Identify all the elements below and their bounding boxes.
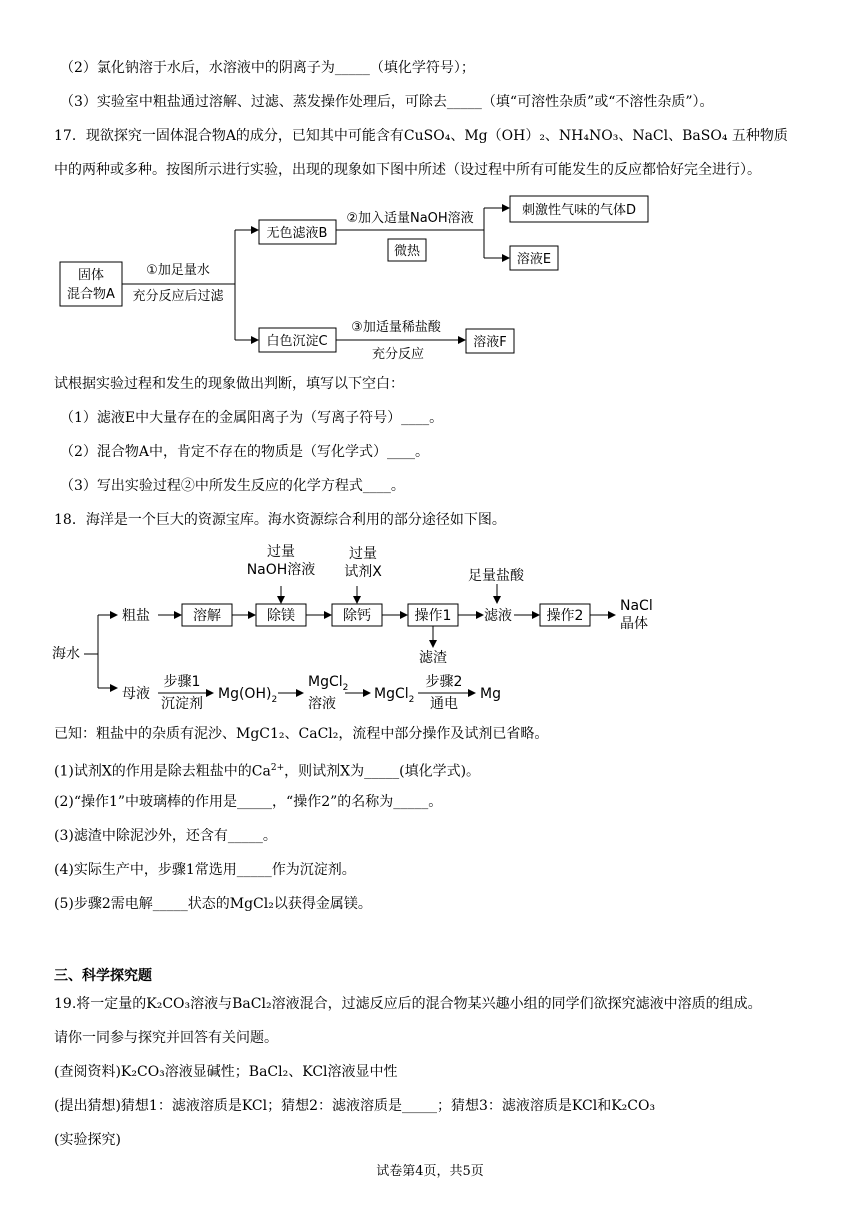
mgoh2-label: $Mg(OH)_2$	[218, 686, 278, 705]
q18-answer-1: (1)试剂X的作用是除去粗盐中的$Ca^{2+}$，则试剂X为_____(填化学式)。	[54, 763, 481, 780]
mgcl2-solution-label: 溶液	[308, 696, 336, 712]
q17-answer-3: （3）写出实验过程②中所发生反应的化学方程式____。	[60, 478, 405, 494]
solution-f-label: 溶液F	[473, 335, 507, 350]
precipitant-label: 沉淀剂	[161, 696, 203, 712]
seawater-label: 海水	[52, 646, 80, 662]
reagent-x-excess-label: 过量	[349, 546, 377, 562]
q19-experiment: (实验探究)	[54, 1132, 121, 1148]
residue-label: 滤渣	[419, 650, 447, 666]
q18-answer-5: (5)步骤2需电解_____状态的MgCl₂以获得金属镁。	[54, 896, 372, 912]
op2-label: 操作2	[546, 608, 584, 624]
electrolysis-label: 通电	[430, 696, 458, 712]
mgcl2-label: MgCl$_2$	[374, 686, 415, 705]
mother-liquor-label: 母液	[122, 686, 150, 702]
q17-experiment-diagram	[0, 188, 860, 368]
reagent-x-label: 试剂X	[344, 564, 382, 580]
q19-stem-line2: 请你一同参与探究并回答有关问题。	[54, 1030, 278, 1046]
remove-mg-label: 除镁	[267, 608, 295, 624]
q17-stem-line1: 17．现欲探究一固体混合物A的成分，已知其中可能含有CuSO₄、Mg（OH）₂、NH₄NO₃、NaCl、BaSO₄ 五种物质	[54, 128, 788, 144]
q18-answer-4: (4)实际生产中，步骤1常选用_____作为沉淀剂。	[54, 862, 356, 878]
q18-answer-2: (2)“操作1”中玻璃棒的作用是_____，“操作2”的名称为_____。	[54, 794, 443, 810]
q16-part2: （2）氯化钠溶于水后，水溶液中的阴离子为_____（填化学符号）；	[60, 60, 475, 76]
step1-label: 步骤1	[163, 674, 201, 690]
section-title: 三、科学探究题	[54, 968, 152, 984]
step2-top-label: ②加入适量NaOH溶液	[346, 211, 474, 226]
mg-label: Mg	[480, 686, 501, 702]
nacl-label: NaCl	[620, 598, 653, 614]
q18-answer-3: (3)滤渣中除泥沙外，还含有_____。	[54, 828, 277, 844]
filtrate-b-label: 无色滤液B	[266, 226, 328, 241]
step1-top-label: ①加足量水	[146, 263, 210, 278]
q19-stem-line1: 19.将一定量的K₂CO₃溶液与BaCl₂溶液混合，过滤反应后的混合物某兴趣小组的同学们欲探究滤液中溶质的组成。	[54, 996, 762, 1012]
heat-label: 微热	[393, 244, 421, 259]
hcl-label: 足量盐酸	[468, 568, 524, 584]
nacl-crystal-label: 晶体	[620, 616, 648, 632]
step1-bottom-label: 充分反应后过滤	[132, 289, 224, 304]
q18-known: 已知：粗盐中的杂质有泥沙、MgC1₂、CaCl₂，流程中部分操作及试剂已省略。	[54, 726, 549, 742]
q18-flow-diagram	[0, 538, 860, 718]
step2-label: 步骤2	[425, 674, 463, 690]
q17-prompt: 试根据实验过程和发生的现象做出判断，填写以下空白：	[54, 376, 404, 392]
step3-top-label: ③加适量稀盐酸	[351, 320, 441, 335]
q17-answer-2: （2）混合物A中，肯定不存在的物质是（写化学式）____。	[60, 444, 430, 460]
filtrate-label: 滤液	[484, 608, 512, 624]
q16-part3: （3）实验室中粗盐通过溶解、过滤、蒸发操作处理后，可除去_____（填“可溶性杂质”或“不溶性杂质”）。	[60, 94, 714, 110]
q18-stem: 18．海洋是一个巨大的资源宝库。海水资源综合利用的部分途径如下图。	[54, 512, 506, 528]
precipitate-c-label: 白色沉淀C	[266, 334, 328, 349]
ca-charge-superscript: 2+	[270, 763, 285, 773]
q19-hypothesis: (提出猜想)猜想1：滤液溶质是KCl；猜想2：滤液溶质是_____；猜想3：滤液溶质是KCl和K₂CO₃	[54, 1098, 656, 1114]
solution-e-label: 溶液E	[516, 252, 552, 267]
mgcl2-solution-formula: MgCl$_2$	[308, 674, 349, 693]
q17-stem-line2: 中的两种或多种。按图所示进行实验，出现的现象如下图中所述（设过程中所有可能发生的反应都恰好完全进行）。	[54, 162, 761, 178]
solid-mixture-label-2: 混合物A	[67, 287, 115, 302]
naoh-solution-label: NaOH溶液	[246, 562, 316, 578]
dissolve-label: 溶解	[193, 608, 221, 624]
solid-mixture-label-1: 固体	[77, 268, 105, 283]
gas-d-label: 刺激性气味的气体D	[521, 203, 637, 218]
op1-label: 操作1	[414, 608, 452, 624]
page-footer: 试卷第4页，共5页	[376, 1164, 484, 1179]
remove-ca-label: 除钙	[343, 608, 371, 624]
q17-answer-1: （1）滤液E中大量存在的金属阳离子为（写离子符号）____。	[60, 410, 444, 426]
naoh-excess-label: 过量	[267, 544, 295, 560]
q19-reference: (查阅资料)K₂CO₃溶液显碱性；BaCl₂、KCl溶液显中性	[54, 1064, 398, 1080]
crude-salt-label: 粗盐	[122, 608, 150, 624]
step3-bottom-label: 充分反应	[371, 347, 425, 362]
